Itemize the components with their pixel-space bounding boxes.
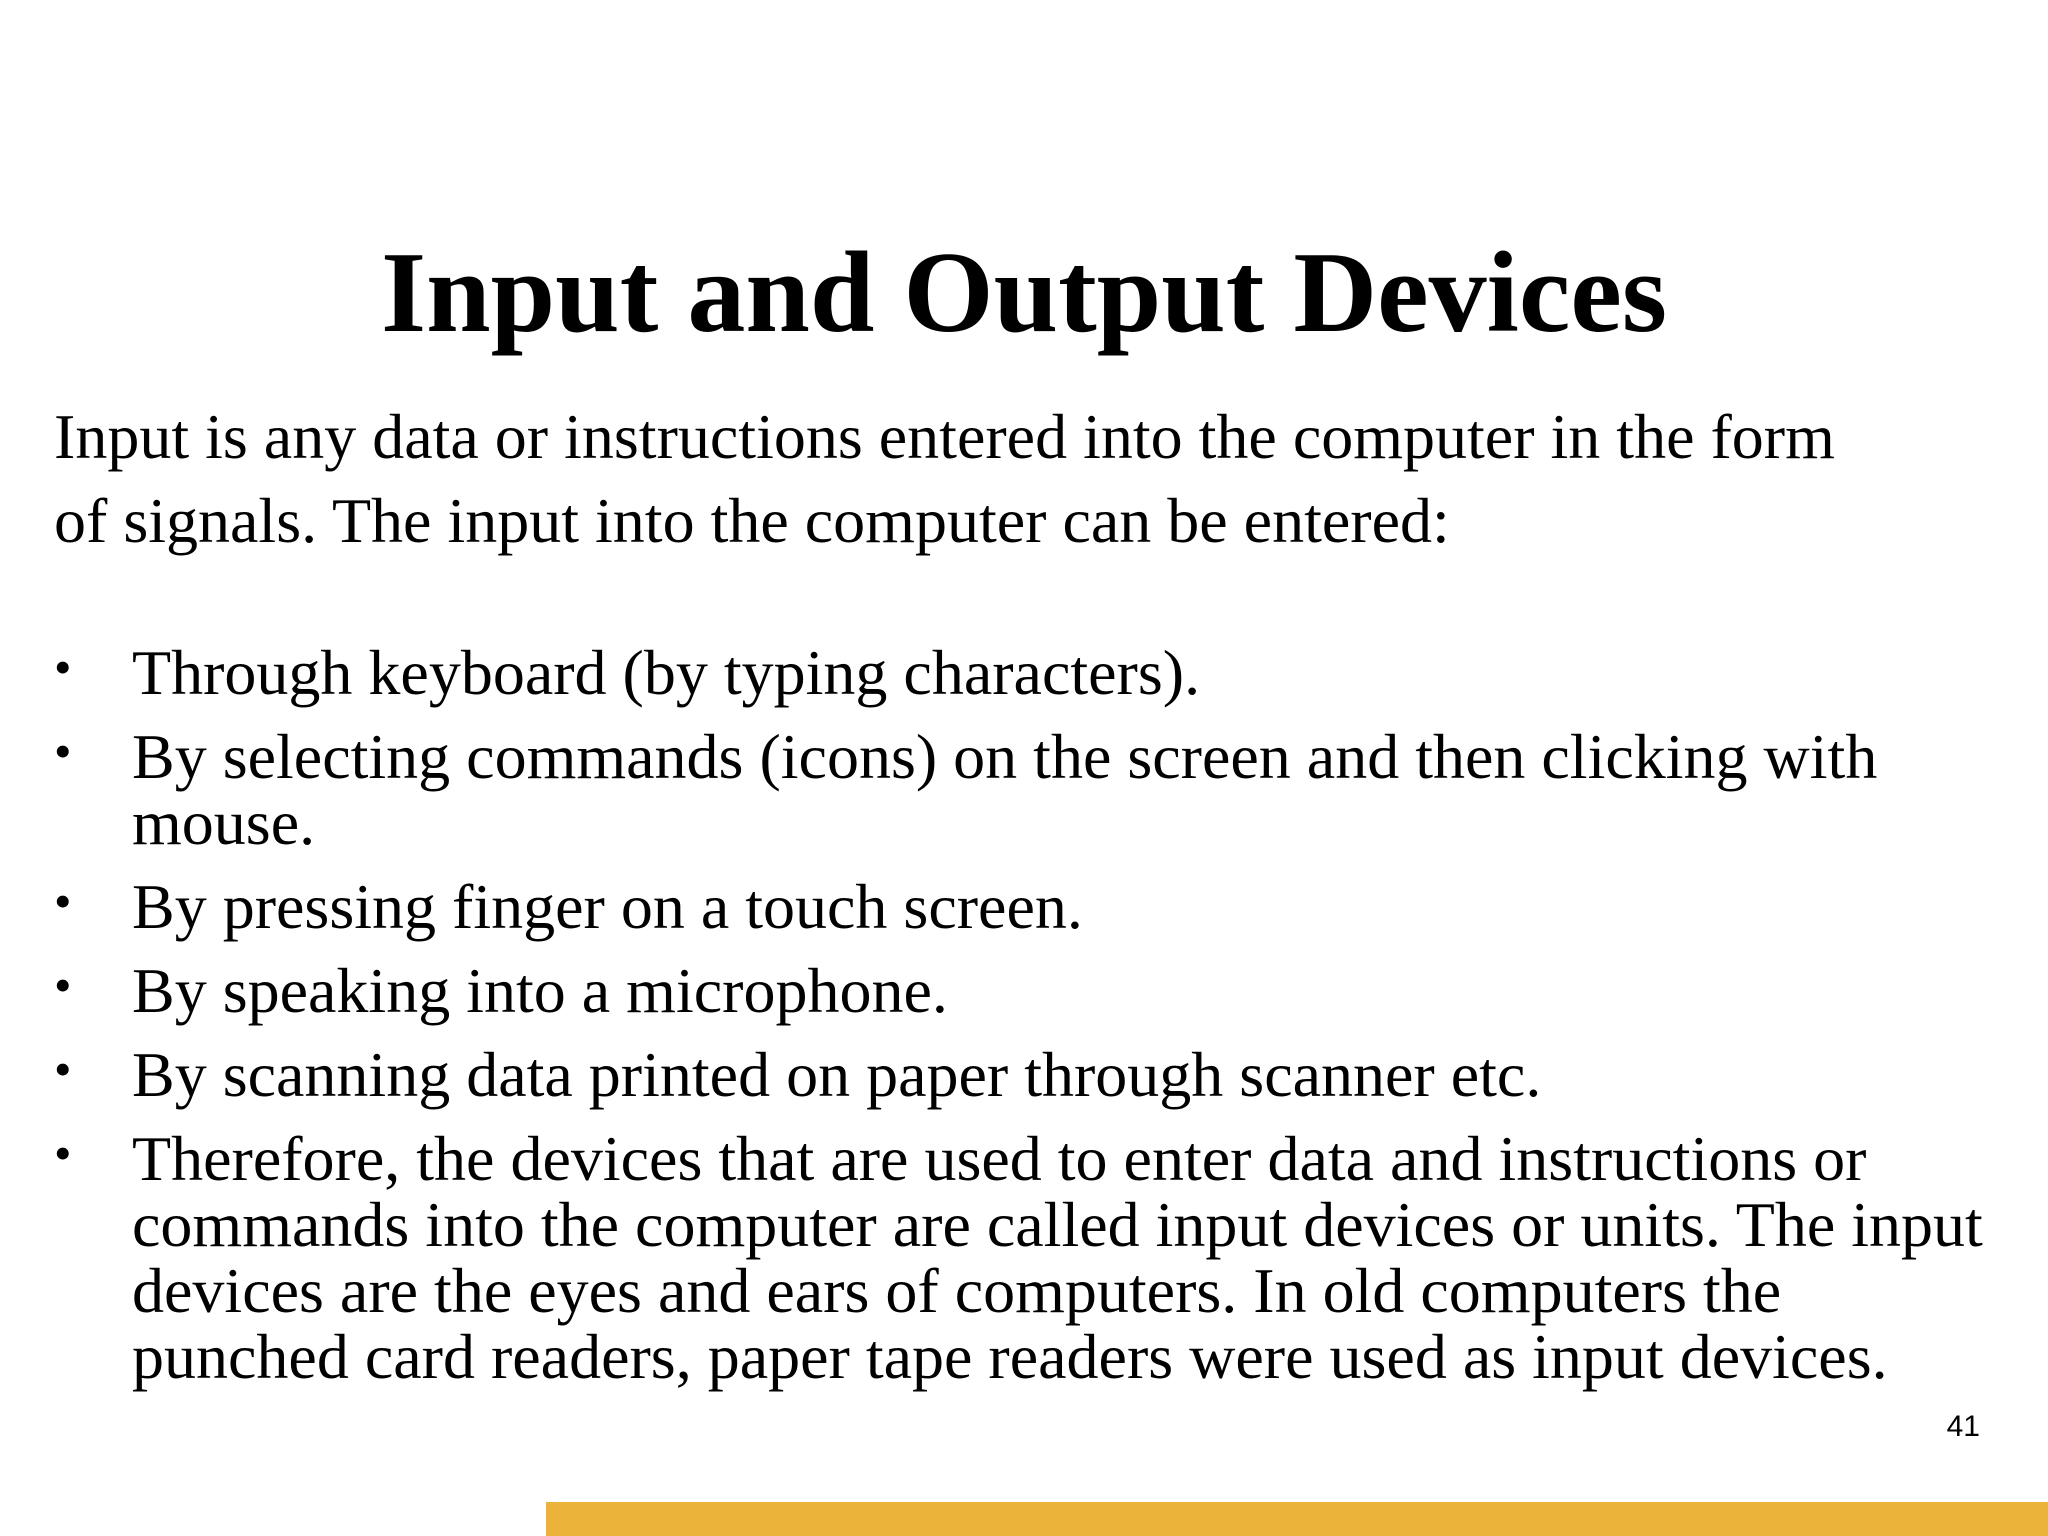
bullet-text: By speaking into a microphone. (132, 955, 948, 1026)
bullet-icon: • (54, 1125, 72, 1181)
bullet-icon: • (54, 957, 72, 1013)
page-number: 41 (1946, 1410, 1980, 1443)
bullet-item-input-devices (54, 1123, 2004, 1392)
bullet-text: Therefore, the devices that are used to enter data and instructions or commands into the computer are called input devices or units. The input devices are the eyes and ears of computers. In old computers the punched card readers, paper tape readers were used as input devices. (132, 1123, 1983, 1392)
intro-line-2: of signals. The input into the computer can be entered: (54, 485, 1450, 556)
bullet-item-mouse (54, 721, 2004, 858)
bullet-text: By pressing finger on a touch screen. (132, 871, 1083, 942)
bullet-icon: • (54, 873, 72, 929)
bullet-icon: • (54, 723, 72, 779)
bullet-text: By selecting commands (icons) on the screen and then clicking with mouse. (132, 721, 1878, 858)
intro-line-1: Input is any data or instructions entered into the computer in the form (54, 401, 1835, 472)
slide-title: Input and Output Devices (381, 229, 1667, 357)
bullet-text: Through keyboard (by typing characters). (132, 637, 1201, 708)
bullet-item-microphone (54, 955, 2004, 1026)
bullet-list (54, 637, 2004, 1408)
bullet-icon: • (54, 1041, 72, 1097)
bullet-item-touch-screen (54, 871, 2004, 942)
bullet-text: By scanning data printed on paper through scanner etc. (132, 1039, 1542, 1110)
bullet-icon: • (54, 639, 72, 695)
bullet-item-keyboard (54, 637, 2004, 708)
bullet-item-scanner (54, 1039, 2004, 1110)
footer-accent-bar (546, 1502, 2048, 1536)
intro-paragraph (54, 395, 2014, 563)
